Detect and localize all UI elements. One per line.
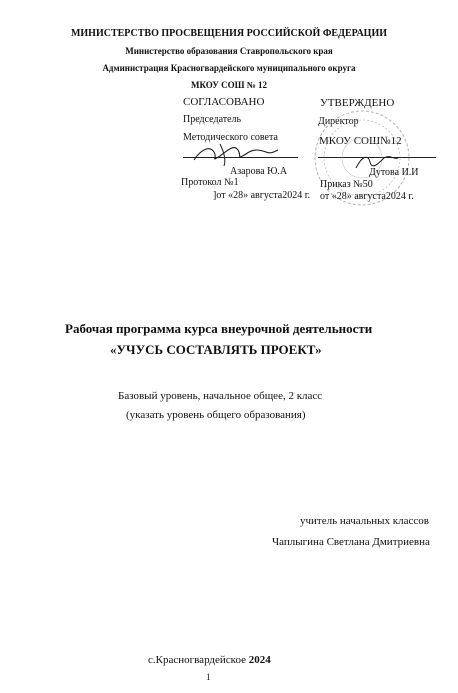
agreed-name: Азарова Ю.А [230,166,288,177]
agreed-date: ]от «28» августа2024 г. [213,190,311,201]
program-level: Базовый уровень, начальное общее, 2 класс [118,390,323,402]
program-name: «УЧУСЬ СОСТАВЛЯТЬ ПРОЕКТ» [110,342,322,357]
school-name: МКОУ СОШ № 12 [190,80,268,90]
agreed-protocol: Протокол №1 [181,177,239,188]
approved-date: от «28» августа2024 г. [320,191,414,202]
footer-year: 2024 [248,654,271,666]
program-title: Рабочая программа курса внеурочной деятельности [65,321,373,336]
approved-name: Дутова И.И [369,167,419,178]
agreed-body: Методического совета [183,132,278,143]
author-name: Чаплыгина Светлана Дмитриевна [272,536,430,548]
approved-role: Директор [318,116,359,127]
approved-title: УТВЕРЖДЕНО [320,97,395,109]
program-level-note: (указать уровень общего образования) [126,409,306,421]
agreed-signature [190,138,280,168]
approved-org: МКОУ СОШ№12 [319,135,402,147]
author-position: учитель начальных классов [300,515,429,527]
administration: Администрация Красногвардейского муниципального округа [102,63,356,73]
footer-place [148,655,271,666]
footer-place-name: с.Красногвардейское [148,654,246,666]
ministry-heading: МИНИСТЕРСТВО ПРОСВЕЩЕНИЯ РОССИЙСКОЙ ФЕДЕРАЦИИ [70,28,388,39]
page-number: 1 [206,672,211,682]
approved-order: Приказ №50 [320,179,373,190]
agreed-role: Председатель [183,114,242,125]
agreed-title: СОГЛАСОВАНО [183,96,265,108]
region-ministry: Министерство образования Ставропольского края [125,46,333,56]
